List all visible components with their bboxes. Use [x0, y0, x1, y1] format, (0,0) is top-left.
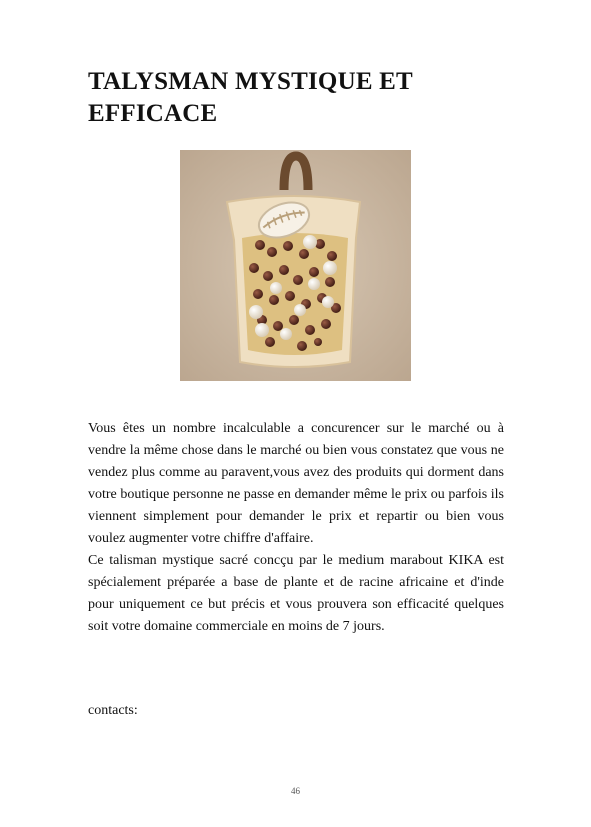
- body-text: [88, 418, 504, 638]
- talisman-photo: [180, 150, 411, 381]
- page-title: TALYSMAN MYSTIQUE ET EFFICACE: [88, 68, 413, 127]
- paragraph: Ce talisman mystique sacré concçu par le medium marabout KIKA est spécialement préparée a base de plante et de racine africaine et d'inde pour uniquement ce but précis et vous prouvera son efficacité quelques soit votre domaine commerciale en moins de 7 jours.: [88, 553, 504, 634]
- contacts-label: contacts:: [88, 703, 138, 718]
- paragraph: Vous êtes un nombre incalculable a concurencer sur le marché ou à vendre la même chose dans le marché ou bien vous constatez que vous ne vendez plus comme au paravent,vous avez des produits qui dorment dans votre boutique personne ne passe en demander même le prix ou parfois ils viennent simplement pour demander le prix et repartir ou bien vous voulez augmenter votre chiffre d'affaire.: [88, 421, 504, 546]
- page-number: 46: [291, 786, 300, 796]
